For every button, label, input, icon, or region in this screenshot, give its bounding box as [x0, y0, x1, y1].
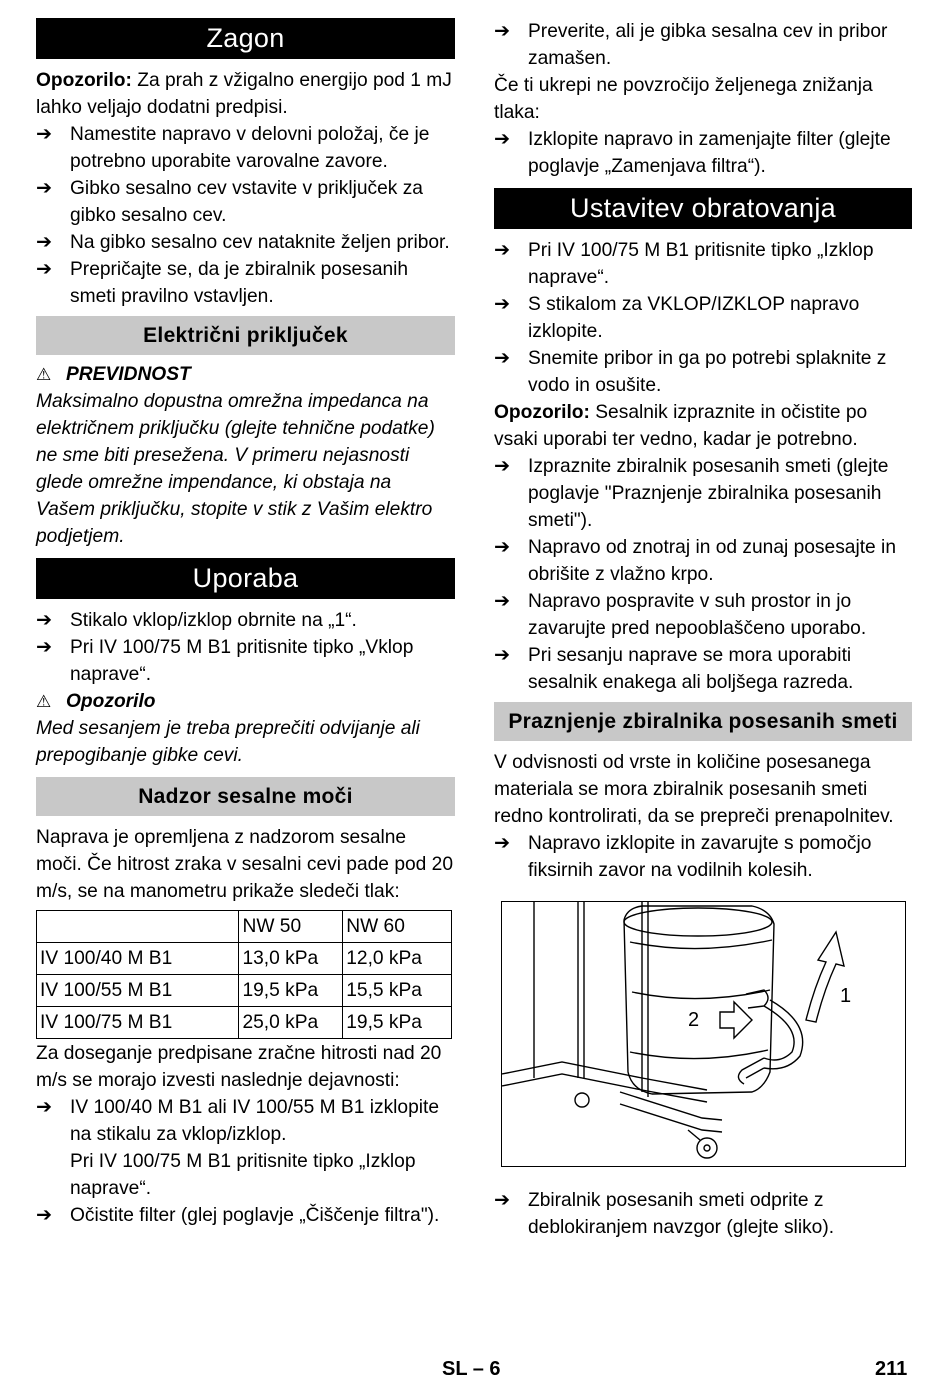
arrow-right-icon: ➔	[36, 1205, 53, 1226]
arrow-right-icon: ➔	[36, 232, 53, 253]
heading-nadzor-sesalne-moci: Nadzor sesalne moči	[36, 777, 455, 816]
arrow-right-icon: ➔	[36, 124, 53, 145]
warning-triangle-icon: ⚠	[36, 692, 52, 711]
table-cell: 12,0 kPa	[343, 943, 452, 975]
list-item-text: Na gibko sesalno cev nataknite željen pribor.	[70, 232, 450, 253]
arrow-right-icon: ➔	[494, 833, 511, 854]
list-item	[494, 291, 912, 345]
arrow-right-icon: ➔	[494, 294, 511, 315]
top-text: Če ti ukrepi ne povzročijo željenega znižanja tlaka:	[494, 75, 873, 123]
page-number: 211	[875, 1358, 908, 1380]
table-header-cell: NW 60	[343, 911, 452, 943]
list-item	[494, 642, 912, 696]
arrow-right-icon: ➔	[494, 645, 511, 666]
arrow-right-icon: ➔	[494, 240, 511, 261]
table-header-row	[37, 911, 452, 943]
list-item	[494, 830, 912, 884]
nadzor-intro: Naprava je opremljena z nadzorom sesalne moči. Če hitrost zraka v sesalni cevi pade pod 20 m/s, se na manometru prikaže sledeči tlak:	[36, 827, 454, 902]
table-cell: 13,0 kPa	[239, 943, 343, 975]
list-item	[36, 121, 455, 175]
list-item-text: Gibko sesalno cev vstavite v priključek za gibko sesalno cev.	[70, 178, 423, 226]
list-item-text: Pri sesanju naprave se mora uporabiti sesalnik enakega ali boljšega razreda.	[528, 645, 854, 693]
warning-triangle-icon: ⚠	[36, 365, 52, 384]
list-item-text: Zbiralnik posesanih smeti odprite z deblokiranjem navzgor (glejte sliko).	[528, 1190, 835, 1238]
list-item-text: IV 100/40 M B1 ali IV 100/55 M B1 izklopite na stikalu za vklop/izklop.	[70, 1097, 440, 1145]
list-item	[36, 229, 455, 256]
list-item-text: Stikalo vklop/izklop obrnite na „1“.	[70, 610, 357, 631]
table-cell: IV 100/40 M B1	[37, 943, 239, 975]
arrow-right-icon: ➔	[36, 178, 53, 199]
list-item	[36, 1202, 455, 1229]
container-unlock-drawing	[502, 902, 906, 1167]
warning-text: Maksimalno dopustna omrežna impedanca na električnem priključku (glejte tehnične podatke) ne sme biti presežena. V primeru nejasnosti glede omrežne impendance, ki obstaja na Vašem priključku, stopite v stik z Vašim elektro podjetjem.	[36, 391, 435, 547]
list-item	[36, 607, 455, 634]
arrow-right-icon: ➔	[494, 456, 511, 477]
list-item	[36, 634, 455, 688]
table-row	[37, 943, 452, 975]
list-item	[36, 256, 455, 310]
arrow-right-icon: ➔	[36, 637, 53, 658]
table-cell: IV 100/75 M B1	[37, 1007, 239, 1039]
figure-label-1: 1	[840, 985, 852, 1007]
list-item-text: Izpraznite zbiralnik posesanih smeti (glejte poglavje "Praznjenje zbiralnika posesanih smeti").	[528, 456, 889, 531]
list-item-text: Napravo od znotraj in od zunaj posesajte in obrišite z vlažno krpo.	[528, 537, 896, 585]
pressure-table	[36, 910, 452, 1039]
heading-elektricni-prikljucek: Električni priključek	[36, 316, 455, 355]
ustavitev-note	[494, 399, 912, 453]
table-cell: 25,0 kPa	[239, 1007, 343, 1039]
arrow-right-icon: ➔	[494, 1190, 511, 1211]
arrow-right-icon: ➔	[494, 348, 511, 369]
list-item	[494, 453, 912, 534]
list-item	[494, 345, 912, 399]
list-item-text: Očistite filter (glej poglavje „Čiščenje filtra").	[70, 1205, 440, 1226]
warning-label: Opozorilo	[66, 691, 156, 712]
table-row	[37, 1007, 452, 1039]
list-item-text: S stikalom za VKLOP/IZKLOP napravo izklopite.	[528, 294, 860, 342]
list-item-text: Pri IV 100/75 M B1 pritisnite tipko „Vklop naprave“.	[70, 637, 414, 685]
table-cell: IV 100/55 M B1	[37, 975, 239, 1007]
heading-praznjenje-zbiralnika: Praznjenje zbiralnika posesanih smeti	[494, 702, 912, 741]
zagon-note	[36, 67, 455, 121]
arrow-right-icon: ➔	[36, 259, 53, 280]
list-item-text: Preverite, ali je gibka sesalna cev in pribor zamašen.	[528, 21, 888, 69]
zagon-note-text: Za prah z vžigalno energijo pod 1 mJ lahko veljajo dodatni predpisi.	[36, 70, 452, 118]
warning-heading	[36, 688, 455, 715]
heading-ustavitev-obratovanja: Ustavitev obratovanja	[494, 188, 912, 229]
arrow-right-icon: ➔	[494, 537, 511, 558]
footer-language-page: SL – 6	[442, 1358, 501, 1380]
ustavitev-note-text: Sesalnik izpraznite in očistite po vsaki uporabi ter vedno, kadar je potrebno.	[494, 402, 868, 450]
ustavitev-note-label: Opozorilo:	[494, 402, 590, 423]
list-item-text: Napravo izklopite in zavarujte s pomočjo fiksirnih zavor na vodilnih kolesih.	[528, 833, 872, 881]
heading-zagon: Zagon	[36, 18, 455, 59]
table-cell: 19,5 kPa	[239, 975, 343, 1007]
figure-label-2: 2	[688, 1009, 700, 1031]
arrow-right-icon: ➔	[36, 1097, 53, 1118]
table-row	[37, 975, 452, 1007]
right-column	[494, 18, 912, 1241]
warning-label: PREVIDNOST	[66, 364, 191, 385]
nadzor-after: Za doseganje predpisane zračne hitrosti nad 20 m/s se morajo izvesti naslednje dejavnosti:	[36, 1043, 442, 1091]
list-item	[494, 237, 912, 291]
table-cell: 19,5 kPa	[343, 1007, 452, 1039]
list-item	[494, 1187, 912, 1241]
arrow-right-icon: ➔	[494, 129, 511, 150]
list-item	[36, 175, 455, 229]
arrow-right-icon: ➔	[36, 610, 53, 631]
zagon-note-label: Opozorilo:	[36, 70, 132, 91]
list-item	[494, 18, 912, 72]
heading-uporaba: Uporaba	[36, 558, 455, 599]
list-item	[494, 588, 912, 642]
arrow-right-icon: ➔	[494, 21, 511, 42]
list-item-text: Namestite napravo v delovni položaj, če je potrebno uporabite varovalne zavore.	[70, 124, 430, 172]
list-item-extra: Pri IV 100/75 M B1 pritisnite tipko „Izklop naprave“.	[70, 1151, 416, 1199]
list-item-text: Prepričajte se, da je zbiralnik posesanih smeti pravilno vstavljen.	[70, 259, 409, 307]
vacuum-container-illustration	[501, 901, 906, 1167]
warning-text: Med sesanjem je treba preprečiti odvijanje ali prepogibanje gibke cevi.	[36, 718, 420, 766]
praznjenje-intro: V odvisnosti od vrste in količine posesanega materiala se mora zbiralnik posesanih smeti redno kontrolirati, da se prepreči prenapolnitev.	[494, 752, 894, 827]
list-item	[494, 126, 912, 180]
list-item	[494, 534, 912, 588]
warning-heading	[36, 361, 455, 388]
table-header-cell	[37, 911, 239, 943]
list-item-text: Izklopite napravo in zamenjajte filter (glejte poglavje „Zamenjava filtra“).	[528, 129, 891, 177]
list-item	[36, 1094, 455, 1202]
table-cell: 15,5 kPa	[343, 975, 452, 1007]
left-column	[36, 18, 455, 1229]
table-header-cell: NW 50	[239, 911, 343, 943]
list-item-text: Pri IV 100/75 M B1 pritisnite tipko „Izklop naprave“.	[528, 240, 874, 288]
list-item-text: Snemite pribor in ga po potrebi splaknite z vodo in osušite.	[528, 348, 887, 396]
arrow-right-icon: ➔	[494, 591, 511, 612]
list-item-text: Napravo pospravite v suh prostor in jo zavarujte pred nepooblaščeno uporabo.	[528, 591, 867, 639]
